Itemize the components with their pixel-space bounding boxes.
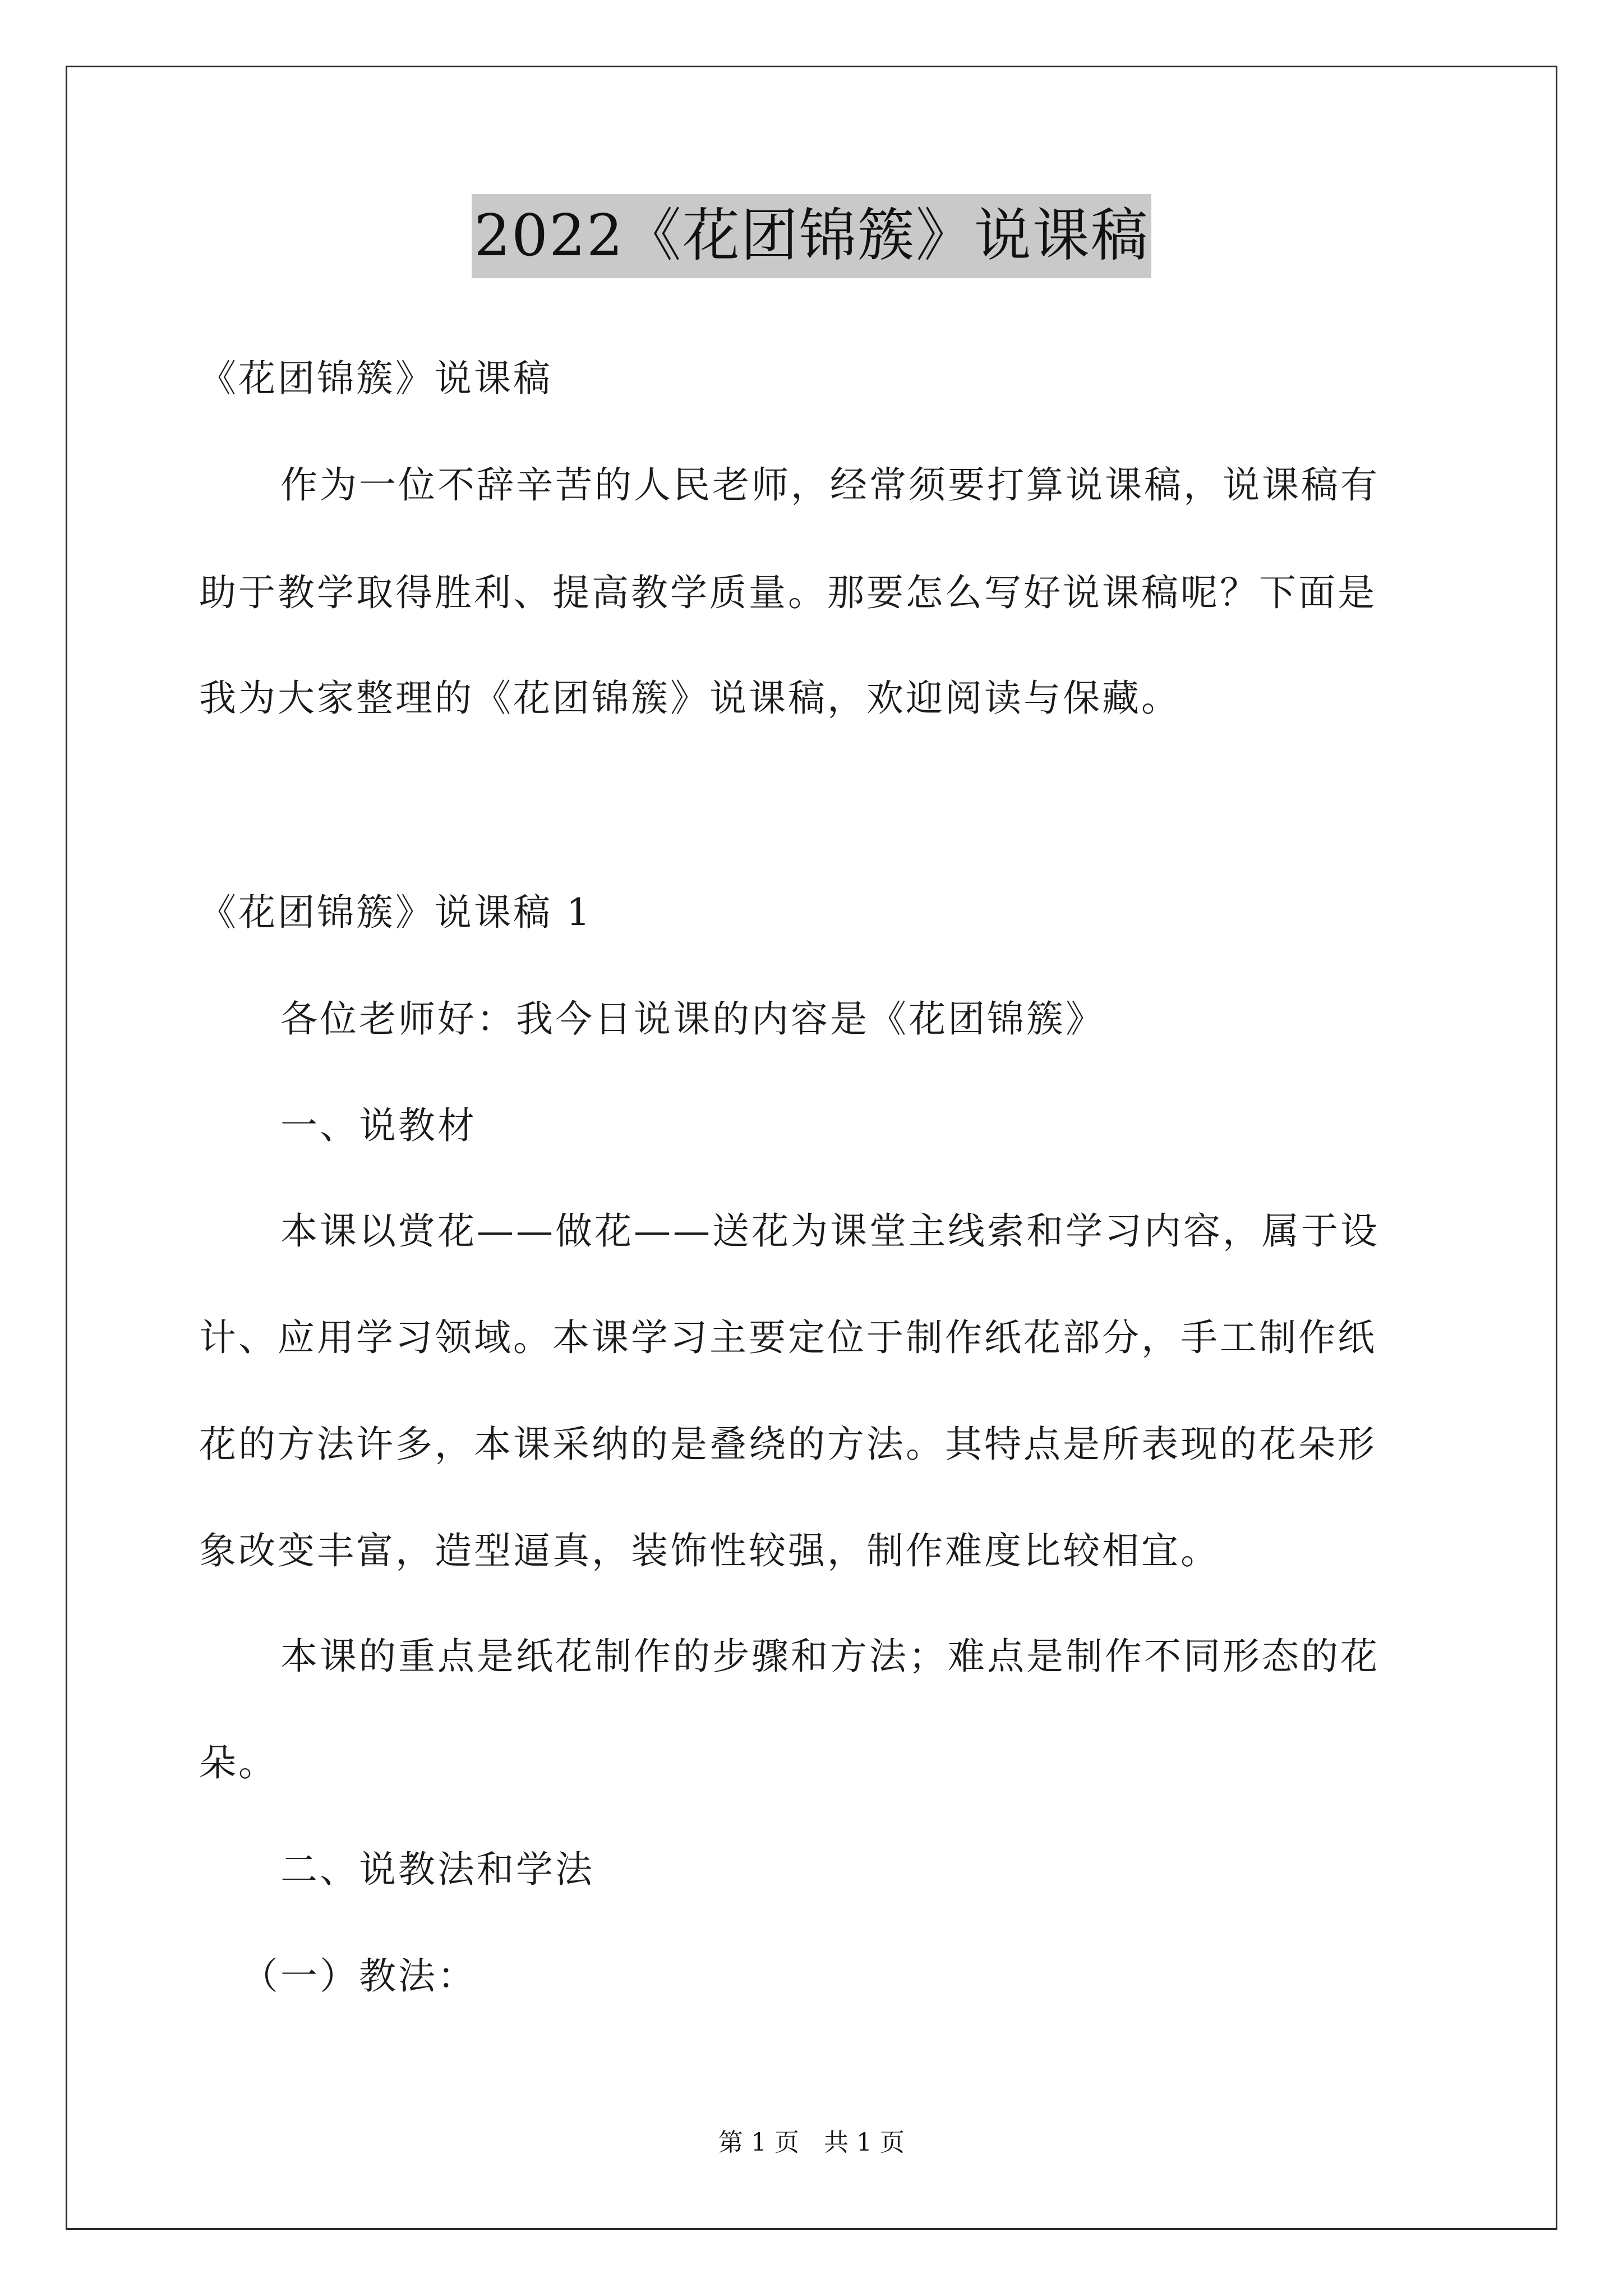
page-number-footer: 第 1 页 共 1 页: [718, 2128, 905, 2157]
section-heading: 一、说教材: [280, 1104, 477, 1147]
paragraph-line: 花的方法许多，本课采纳的是叠绕的方法。其特点是所表现的花朵形: [199, 1423, 1377, 1466]
paragraph-line: 我为大家整理的《花团锦簇》说课稿，欢迎阅读与保藏。: [199, 677, 1181, 720]
paragraph-line: 各位老师好：我今日说课的内容是《花团锦簇》: [280, 997, 1105, 1041]
title-block: [0, 194, 1623, 278]
section-heading: 《花团锦簇》说课稿 1: [199, 891, 592, 934]
paragraph-line: 本课以赏花——做花——送花为课堂主线索和学习内容，属于设: [280, 1209, 1380, 1253]
paragraph-line: 助于教学取得胜利、提高教学质量。那要怎么写好说课稿呢？下面是: [199, 571, 1377, 614]
section-heading: 二、说教法和学法: [280, 1848, 594, 1891]
paragraph-line: 作为一位不辞辛苦的人民老师，经常须要打算说课稿，说课稿有: [280, 463, 1380, 507]
paragraph-line: 计、应用学习领域。本课学习主要定位于制作纸花部分，手工制作纸: [199, 1316, 1377, 1359]
subsection-heading: （一）教法：: [241, 1954, 477, 1998]
paragraph-line: 本课的重点是纸花制作的步骤和方法；难点是制作不同形态的花: [280, 1635, 1380, 1678]
paragraph-line: 象改变丰富，造型逼真，装饰性较强，制作难度比较相宜。: [199, 1529, 1220, 1572]
subtitle-line: 《花团锦簇》说课稿: [199, 357, 552, 400]
paragraph-line: 朵。: [199, 1741, 278, 1784]
document-title: 2022《花团锦簇》说课稿: [472, 194, 1151, 278]
